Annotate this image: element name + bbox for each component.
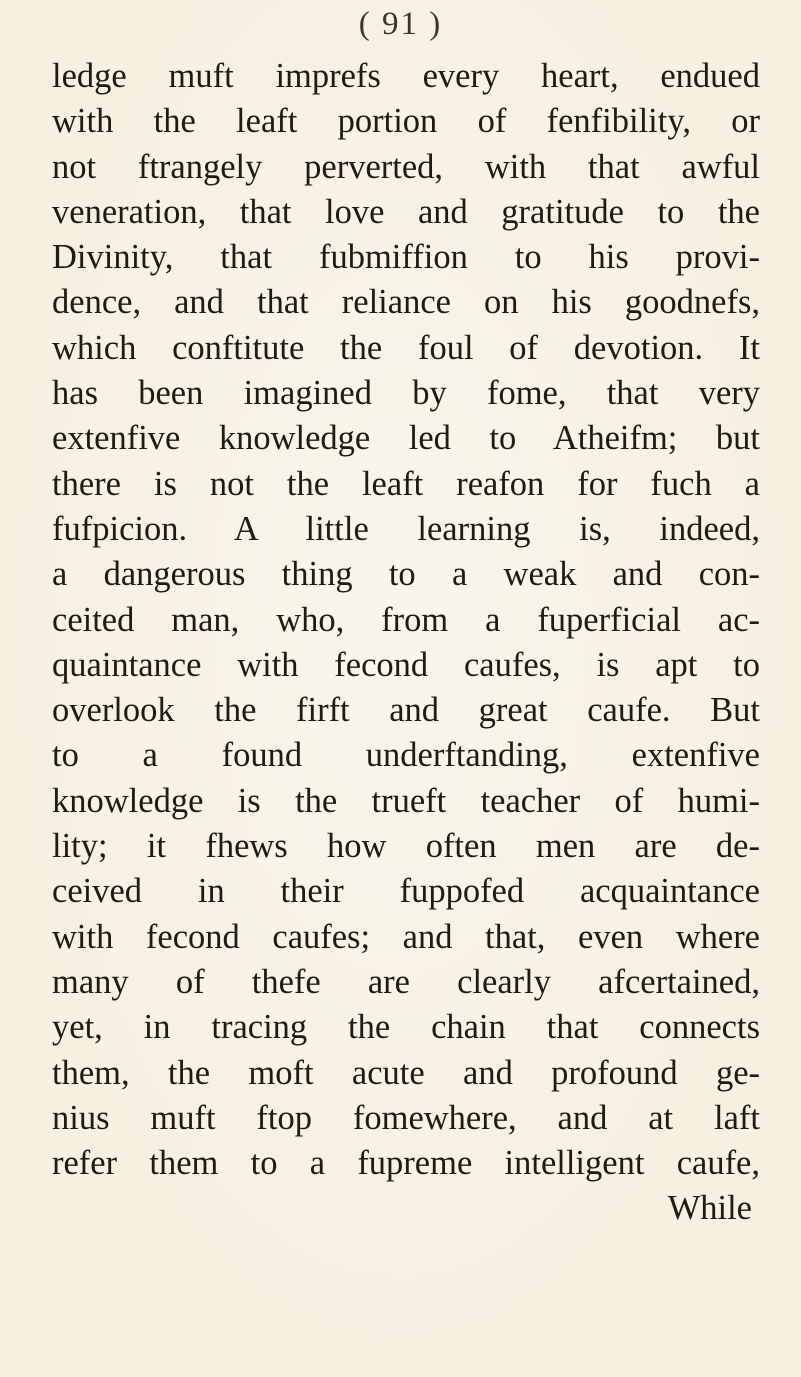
text-line-12: a dangerous thing to a weak and con- <box>52 555 760 594</box>
text-line-25: refer them to a fupreme intelligent caufe, <box>52 1144 760 1183</box>
text-line-17: knowledge is the trueft teacher of humi- <box>52 781 760 820</box>
text-line-7: which conftitute the foul of devotion. It <box>52 328 760 367</box>
page-number: ( 91 ) <box>358 6 443 42</box>
text-line-15: overlook the firft and great caufe. But <box>52 691 760 730</box>
body-text <box>52 54 760 1232</box>
text-line-16: to a found underftanding, extenfive <box>52 736 760 775</box>
text-line-14: quaintance with fecond caufes, is apt to <box>52 645 760 684</box>
text-line-24: nius muft ftop fomewhere, and at laft <box>52 1098 760 1137</box>
text-line-23: them, the moft acute and profound ge- <box>52 1053 760 1092</box>
text-line-4: veneration, that love and gratitude to the <box>52 192 760 231</box>
text-line-9: extenfive knowledge led to Atheifm; but <box>52 419 760 458</box>
text-line-10: there is not the leaft reafon for fuch a <box>52 464 760 503</box>
text-line-20: with fecond caufes; and that, even where <box>52 917 760 956</box>
text-line-21: many of thefe are clearly afcertained, <box>52 962 760 1001</box>
text-line-2: with the leaft portion of fenfibility, or <box>52 102 760 141</box>
text-line-13: ceited man, who, from a fuperficial ac- <box>52 600 760 639</box>
text-line-8: has been imagined by fome, that very <box>52 374 760 413</box>
text-line-22: yet, in tracing the chain that connects <box>52 1008 760 1047</box>
catchword: While <box>667 1189 752 1228</box>
text-line-6: dence, and that reliance on his goodnefs, <box>52 283 760 322</box>
text-line-5: Divinity, that fubmiffion to his provi- <box>52 238 760 277</box>
text-line-18: lity; it fhews how often men are de- <box>52 827 760 866</box>
text-line-19: ceived in their fuppofed acquaintance <box>52 872 760 911</box>
text-line-3: not ftrangely perverted, with that awful <box>52 147 760 186</box>
text-line-11: fufpicion. A little learning is, indeed, <box>52 509 760 548</box>
text-line-1: ledge muft imprefs every heart, endued <box>52 57 760 95</box>
